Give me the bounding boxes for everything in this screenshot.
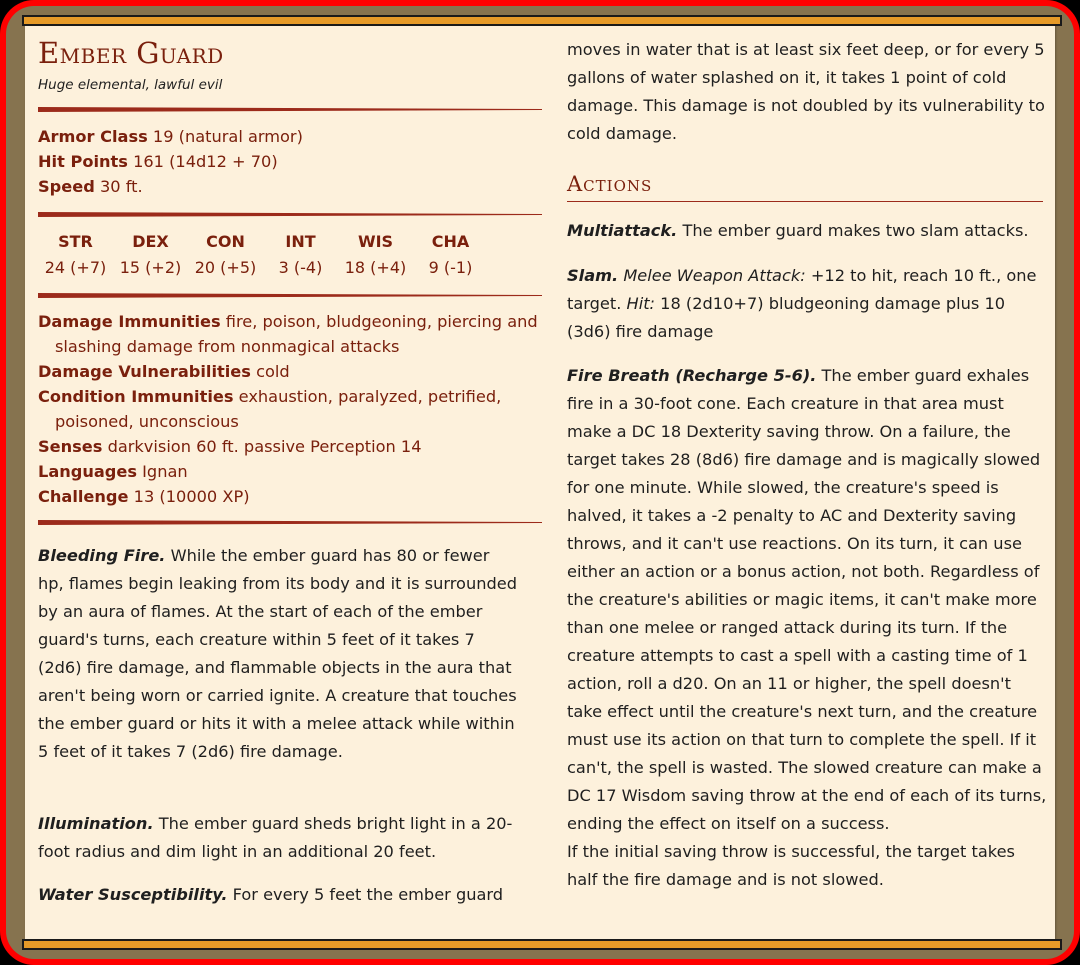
challenge [38, 484, 544, 509]
trait-text: The ember guard sheds bright light in a 20-foot radius and dim light in an additional 20 feet. [38, 814, 513, 861]
properties [38, 309, 544, 509]
ability-name: INT [285, 232, 316, 251]
ability-score: 24 (+7) [44, 258, 107, 277]
action-multiattack [567, 217, 1047, 245]
trait-illumination [38, 810, 518, 866]
actions-heading: Actions [567, 169, 1043, 202]
ability-name: DEX [132, 232, 169, 251]
trait-name: Water Susceptibility. [38, 885, 228, 904]
action-fire-breath [567, 362, 1047, 894]
trait-water-susceptibility-continued [567, 36, 1047, 148]
attack-text: +12 to hit, reach 10 ft., one target. [567, 266, 1037, 313]
speed-label: Speed [38, 177, 95, 196]
property-value: cold [256, 362, 290, 381]
action-name: Multiattack. [567, 221, 678, 240]
stat-block [25, 23, 1055, 940]
trait-name: Bleeding Fire. [38, 546, 166, 565]
trait-water-susceptibility [38, 881, 518, 909]
ability-score: 20 (+5) [194, 258, 257, 277]
armor-class [38, 124, 544, 149]
hit-points [38, 149, 544, 174]
languages [38, 459, 544, 484]
trait-text: While the ember guard has 80 or fewer hp, flames begin leaking from its body and it is surrounded by an aura of flames. At the start of each of the ember guard's turns, each creature within 5 feet of it takes 7 (2d6) fire damage, and flammable objects in the aura that aren't being worn or carried ignite. A creature that touches the ember guard or hits it with a melee attack while within 5 feet of it takes 7 (2d6) fire damage. [38, 546, 517, 761]
property-label: Challenge [38, 487, 129, 506]
trait-text: For every 5 feet the ember guard [232, 885, 504, 904]
trait-text: moves in water that is at least six feet deep, or for every 5 gallons of water splashed on it, it takes 1 point of cold damage. This damage is not doubled by its vulnerability to cold damage. [567, 40, 1045, 143]
property-label: Condition Immunities [38, 387, 234, 406]
action-text: The ember guard makes two slam attacks. [682, 221, 1029, 240]
trait-name: Illumination. [38, 814, 154, 833]
action-text: The ember guard exhales fire in a 30-foot cone. Each creature in that area must make a DC 18 Dexterity saving throw. On a failure, the target takes 28 (8d6) fire damage and is magically slowed for one minute. While slowed, the creature's speed is halved, it takes a -2 penalty to AC and Dexterity saving throws, and it can't use reactions. On its turn, it can use either an action or a bonus action, not both. Regardless of the creature's abilities or magic items, it can't make more than one melee or ranged attack during its turn. If the creature attempts to cast a spell with a casting time of 1 action, roll a d20. On an 11 or higher, the spell doesn't take effect until the creature's next turn, and the creature must use its action on that turn to complete the spell. If it can't, the spell is wasted. The slowed creature can make a DC 17 Wisdom saving throw at the end of each of its turns, ending the effect on itself on a success. [567, 366, 1047, 833]
ability-score: 15 (+2) [119, 258, 182, 277]
property-value: exhaustion, paralyzed, petrified, poisoned, unconscious [55, 387, 502, 431]
armor-class-label: Armor Class [38, 127, 148, 146]
ability-name: STR [58, 232, 93, 251]
speed-value: 30 ft. [99, 177, 143, 196]
trait-bleeding-fire [38, 542, 518, 766]
ability-scores [38, 229, 542, 289]
divider [38, 520, 542, 525]
top-bar [22, 15, 1062, 26]
property-label: Languages [38, 462, 137, 481]
hit-text: 18 (2d10+7) bludgeoning damage plus 10 (3d6) fire damage [567, 294, 1006, 341]
ability-score: 9 (-1) [428, 258, 473, 277]
divider [38, 107, 542, 112]
property-value: 13 (10000 XP) [133, 487, 250, 506]
core-stats [38, 124, 544, 199]
ability-score: 18 (+4) [344, 258, 407, 277]
hit-label: Hit: [626, 294, 656, 313]
action-slam [567, 262, 1047, 346]
property-label: Damage Immunities [38, 312, 221, 331]
ability-name: CHA [431, 232, 470, 251]
divider [38, 212, 542, 217]
senses [38, 434, 544, 459]
monster-name: Ember Guard [38, 36, 224, 70]
hit-points-label: Hit Points [38, 152, 128, 171]
damage-immunities [38, 309, 544, 359]
ability-name: CON [206, 232, 245, 251]
ability-con [188, 229, 263, 289]
ability-name: WIS [357, 232, 394, 251]
property-label: Damage Vulnerabilities [38, 362, 251, 381]
divider [38, 293, 542, 298]
ability-cha [413, 229, 488, 289]
monster-meta: Huge elemental, lawful evil [38, 77, 223, 93]
property-label: Senses [38, 437, 103, 456]
speed [38, 174, 544, 199]
property-value: darkvision 60 ft. passive Perception 14 [107, 437, 422, 456]
hit-points-value: 161 (14d12 + 70) [133, 152, 278, 171]
property-value: fire, poison, bludgeoning, piercing and slashing damage from nonmagical attacks [55, 312, 538, 356]
ability-int [263, 229, 338, 289]
ability-str [38, 229, 113, 289]
damage-vulnerabilities [38, 359, 544, 384]
bottom-bar [22, 939, 1062, 950]
action-text-extra: If the initial saving throw is successful, the target takes half the fire damage and is not slowed. [567, 842, 1015, 889]
armor-class-value: 19 (natural armor) [152, 127, 303, 146]
action-name: Slam. [567, 266, 619, 285]
action-name: Fire Breath (Recharge 5-6). [567, 366, 817, 385]
ability-dex [113, 229, 188, 289]
condition-immunities [38, 384, 544, 434]
ability-wis [338, 229, 413, 289]
attack-type: Melee Weapon Attack: [623, 266, 806, 285]
ability-score: 3 (-4) [278, 258, 323, 277]
property-value: Ignan [142, 462, 188, 481]
